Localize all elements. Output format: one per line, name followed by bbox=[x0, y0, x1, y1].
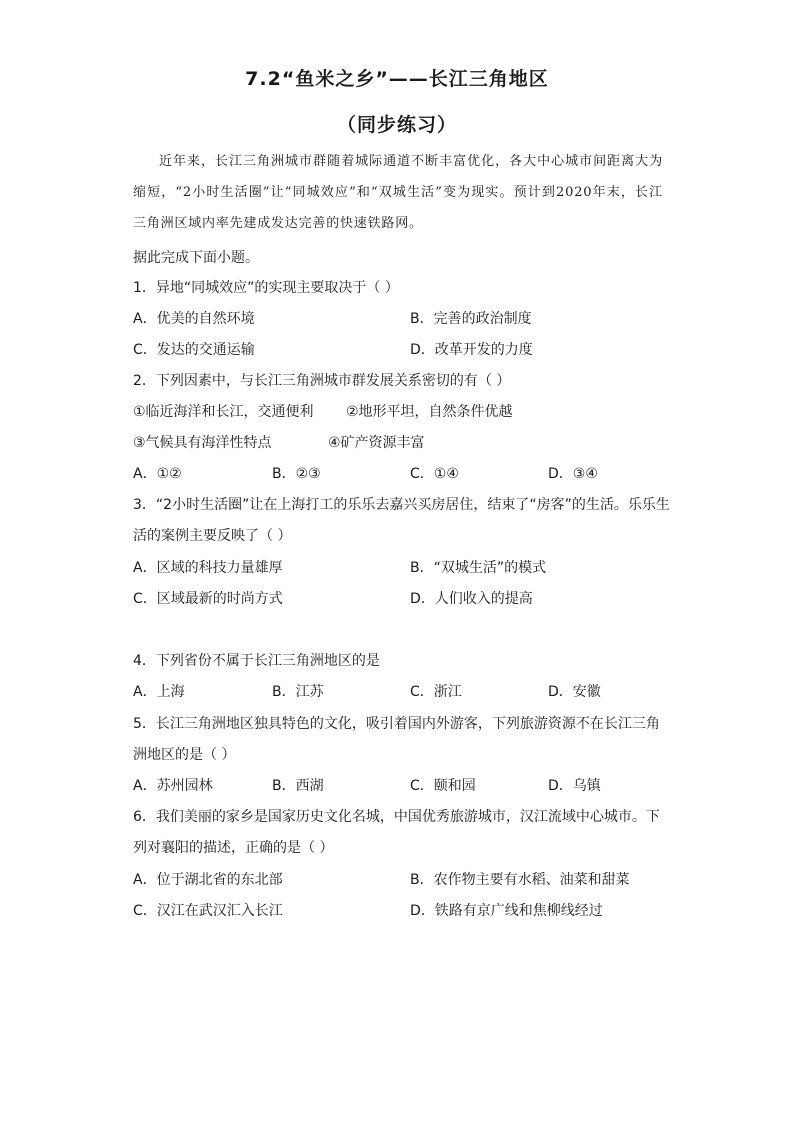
question-1-option-c: C．发达的交通运输 bbox=[133, 342, 255, 358]
question-6-stem-line-2: 列对襄阳的描述，正确的是（ ） bbox=[133, 840, 334, 856]
question-3-option-a: A．区域的科技力量雄厚 bbox=[133, 560, 283, 576]
question-3-option-b: B．“双城生活”的模式 bbox=[410, 560, 547, 576]
question-2-option-a: A．①② bbox=[133, 466, 182, 482]
question-6-option-b: B．农作物主要有水稻、油菜和甜菜 bbox=[410, 872, 630, 888]
question-4-stem: 4．下列省份不属于长江三角洲地区的是 bbox=[133, 653, 380, 669]
question-2-option-b: B．②③ bbox=[272, 466, 321, 482]
question-2-stem: 2．下列因素中，与长江三角洲城市群发展关系密切的有（ ） bbox=[133, 373, 511, 389]
question-2-option-d: D．③④ bbox=[548, 466, 598, 482]
question-1-option-d: D．改革开发的力度 bbox=[410, 342, 533, 358]
question-6-option-a: A．位于湖北省的东北部 bbox=[133, 872, 283, 888]
question-6-stem-line-1: 6．我们美丽的家乡是国家历史文化名城，中国优秀旅游城市，汉江流域中心城市。下 bbox=[133, 809, 660, 825]
question-5-option-c: C．颐和园 bbox=[410, 778, 476, 794]
question-5-stem-line-1: 5．长江三角洲地区独具特色的文化，吸引着国内外游客，下列旅游资源不在长江三角 bbox=[133, 716, 660, 732]
question-1-stem: 1．异地“同城效应”的实现主要取决于（ ） bbox=[133, 280, 399, 296]
question-3-stem-line-1: 3．“2小时生活圈”让在上海打工的乐乐去嘉兴买房居住，结束了“房客”的生活。乐乐生 bbox=[133, 497, 670, 513]
question-2-item-4: ④矿产资源丰富 bbox=[328, 435, 425, 451]
question-2-item-3: ③气候具有海洋性特点 bbox=[133, 435, 272, 451]
question-2-item-1: ①临近海洋和长江，交通便利 bbox=[133, 404, 314, 420]
instruction-text: 据此完成下面小题。 bbox=[133, 250, 259, 266]
question-4-option-a: A．上海 bbox=[133, 684, 185, 700]
question-4-option-b: B．江苏 bbox=[272, 684, 324, 700]
question-3-option-c: C．区域最新的时尚方式 bbox=[133, 591, 283, 607]
question-1-option-b: B．完善的政治制度 bbox=[410, 311, 532, 327]
question-5-option-b: B．西湖 bbox=[272, 778, 324, 794]
question-5-option-a: A．苏州园林 bbox=[133, 778, 213, 794]
question-5-stem-line-2: 洲地区的是（ ） bbox=[133, 747, 236, 763]
question-4-option-d: D．安徽 bbox=[548, 684, 601, 700]
question-2-item-2: ②地形平坦，自然条件优越 bbox=[346, 404, 513, 420]
question-6-option-c: C．汉江在武汉汇入长江 bbox=[133, 903, 283, 919]
intro-paragraph: 近年来，长江三角洲城市群随着城际通道不断丰富优化，各大中心城市间距离大为缩短，“2小时生活圈”让“同城效应”和“双城生活”变为现实。预计到2020年末，长江三角洲区域内率先建成发达完善的快速铁路网。 bbox=[133, 154, 663, 231]
page-subtitle: （同步练习） bbox=[336, 114, 457, 136]
question-5-option-d: D．乌镇 bbox=[548, 778, 601, 794]
question-3-option-d: D．人们收入的提高 bbox=[410, 591, 533, 607]
question-4-option-c: C．浙江 bbox=[410, 684, 462, 700]
question-2-option-c: C．①④ bbox=[410, 466, 459, 482]
question-1-option-a: A．优美的自然环境 bbox=[133, 311, 255, 327]
question-3-stem-line-2: 活的案例主要反映了（ ） bbox=[133, 528, 292, 544]
page-title: 7.2“鱼米之乡”——长江三角地区 bbox=[245, 68, 549, 90]
question-6-option-d: D．铁路有京广线和焦柳线经过 bbox=[410, 903, 603, 919]
